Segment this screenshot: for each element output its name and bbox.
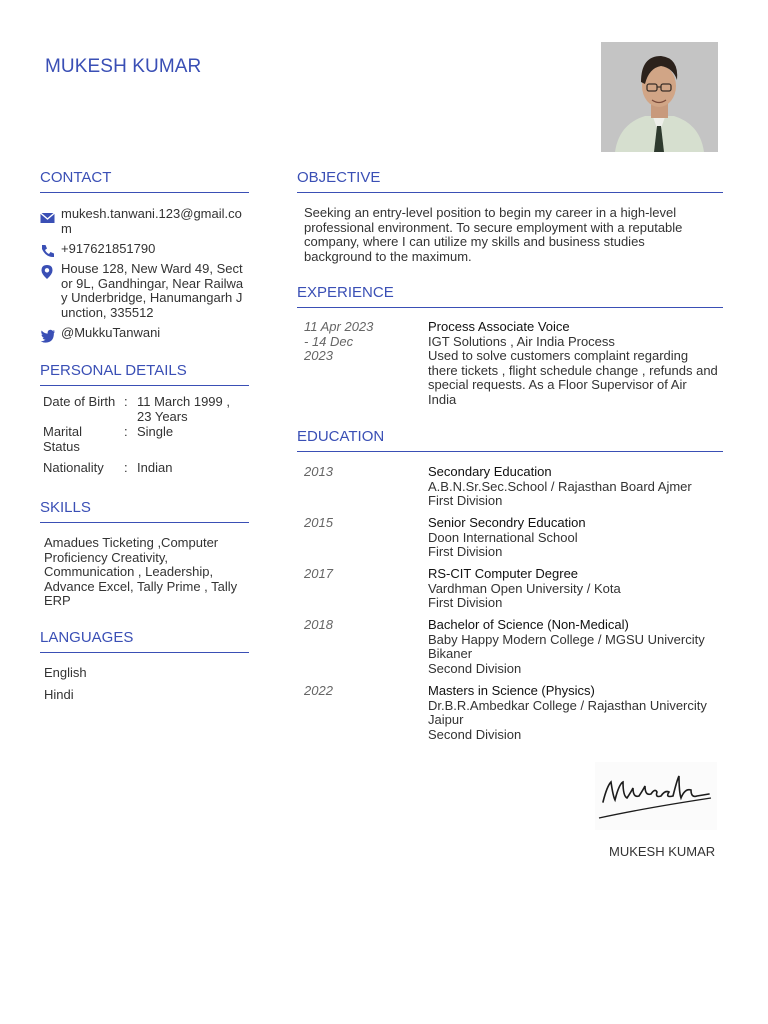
education-year: 2017 [304, 566, 333, 581]
signature-image [595, 762, 717, 830]
signature-name: MUKESH KUMAR [609, 844, 716, 859]
education-entry [428, 516, 718, 560]
location-icon [40, 264, 56, 280]
education-degree: Secondary Education [428, 464, 552, 479]
skills-heading: SKILLS [40, 499, 91, 516]
experience-date: 11 Apr 2023 - 14 Dec 2023 [304, 319, 374, 364]
contact-email[interactable]: mukesh.tanwani.123@gmail.com [61, 206, 242, 236]
experience-heading: EXPERIENCE [297, 284, 394, 301]
education-entry [428, 465, 718, 509]
objective-divider [297, 192, 723, 193]
personal-row-nationality [43, 461, 253, 477]
education-divider [297, 451, 723, 452]
dob-label: Date of Birth [43, 394, 116, 409]
education-year: 2018 [304, 617, 333, 632]
objective-text: Seeking an entry-level position to begin my career in a high-level professional environment. To secure employment with a reputable company, where I can utilize my skills and business studies background to the maximum. [304, 205, 683, 264]
education-degree: Bachelor of Science (Non-Medical) [428, 617, 629, 632]
skills-divider [40, 522, 249, 523]
education-result: First Division [428, 493, 503, 509]
education-result: First Division [428, 595, 503, 611]
experience-role: Process Associate Voice [428, 319, 570, 334]
marital-label: Marital Status [43, 424, 83, 454]
education-result: Second Division [428, 660, 522, 676]
twitter-icon [40, 328, 56, 344]
dob-colon: : [124, 394, 128, 409]
education-degree: Masters in Science (Physics) [428, 683, 595, 698]
contact-heading: CONTACT [40, 169, 112, 186]
education-result: Second Division [428, 726, 522, 742]
personal-details-heading: PERSONAL DETAILS [40, 362, 187, 379]
education-entry [428, 684, 718, 742]
language-item: Hindi [44, 687, 74, 702]
language-item: English [44, 665, 87, 680]
contact-address: House 128, New Ward 49, Sector 9L, Gandhingar, Near Railway Underbridge, Hanumangarh Junction, 335512 [61, 261, 244, 320]
education-school: Doon International School [428, 529, 578, 545]
marital-value: Single [137, 424, 174, 439]
nationality-label: Nationality [43, 460, 104, 475]
experience-divider [297, 307, 723, 308]
education-school: A.B.N.Sr.Sec.School / Rajasthan Board Ajmer [428, 478, 692, 494]
contact-divider [40, 192, 249, 193]
languages-heading: LANGUAGES [40, 629, 134, 646]
education-school: Dr.B.R.Ambedkar College / Rajasthan Univercity Jaipur [428, 697, 707, 728]
dob-value: 11 March 1999 , 23 Years [137, 394, 230, 424]
candidate-name: MUKESH KUMAR [45, 56, 202, 77]
nationality-colon: : [124, 460, 128, 475]
education-result: First Division [428, 544, 503, 560]
education-heading: EDUCATION [297, 428, 385, 445]
education-year: 2015 [304, 515, 333, 530]
phone-icon [40, 243, 56, 259]
experience-desc: Used to solve customers complaint regarding there tickets , flight schedule change , refunds and special requests. As a Floor Supervisor of Air India [428, 348, 718, 407]
skills-text: Amadues Ticketing ,Computer Proficiency Creativity, Communication , Leadership, Advance Excel, Tally Prime , Tally ERP [44, 535, 238, 609]
contact-twitter[interactable]: @MukkuTanwani [61, 325, 161, 340]
profile-photo [601, 42, 718, 152]
education-school: Baby Happy Modern College / MGSU Univercity Bikaner [428, 631, 705, 662]
nationality-value: Indian [137, 460, 173, 475]
personal-details-divider [40, 385, 249, 386]
education-year: 2022 [304, 683, 333, 698]
contact-phone[interactable]: +917621851790 [61, 241, 156, 256]
experience-entry [428, 320, 718, 408]
personal-row-dob [43, 395, 253, 425]
education-entry [428, 567, 718, 611]
objective-heading: OBJECTIVE [297, 169, 381, 186]
education-school: Vardhman Open University / Kota [428, 580, 621, 596]
marital-colon: : [124, 424, 128, 439]
education-entry [428, 618, 718, 676]
education-year: 2013 [304, 464, 333, 479]
personal-row-marital [43, 425, 253, 455]
education-degree: Senior Secondry Education [428, 515, 586, 530]
languages-divider [40, 652, 249, 653]
experience-org: IGT Solutions , Air India Process [428, 333, 615, 349]
email-icon [40, 210, 56, 226]
education-degree: RS-CIT Computer Degree [428, 566, 579, 581]
